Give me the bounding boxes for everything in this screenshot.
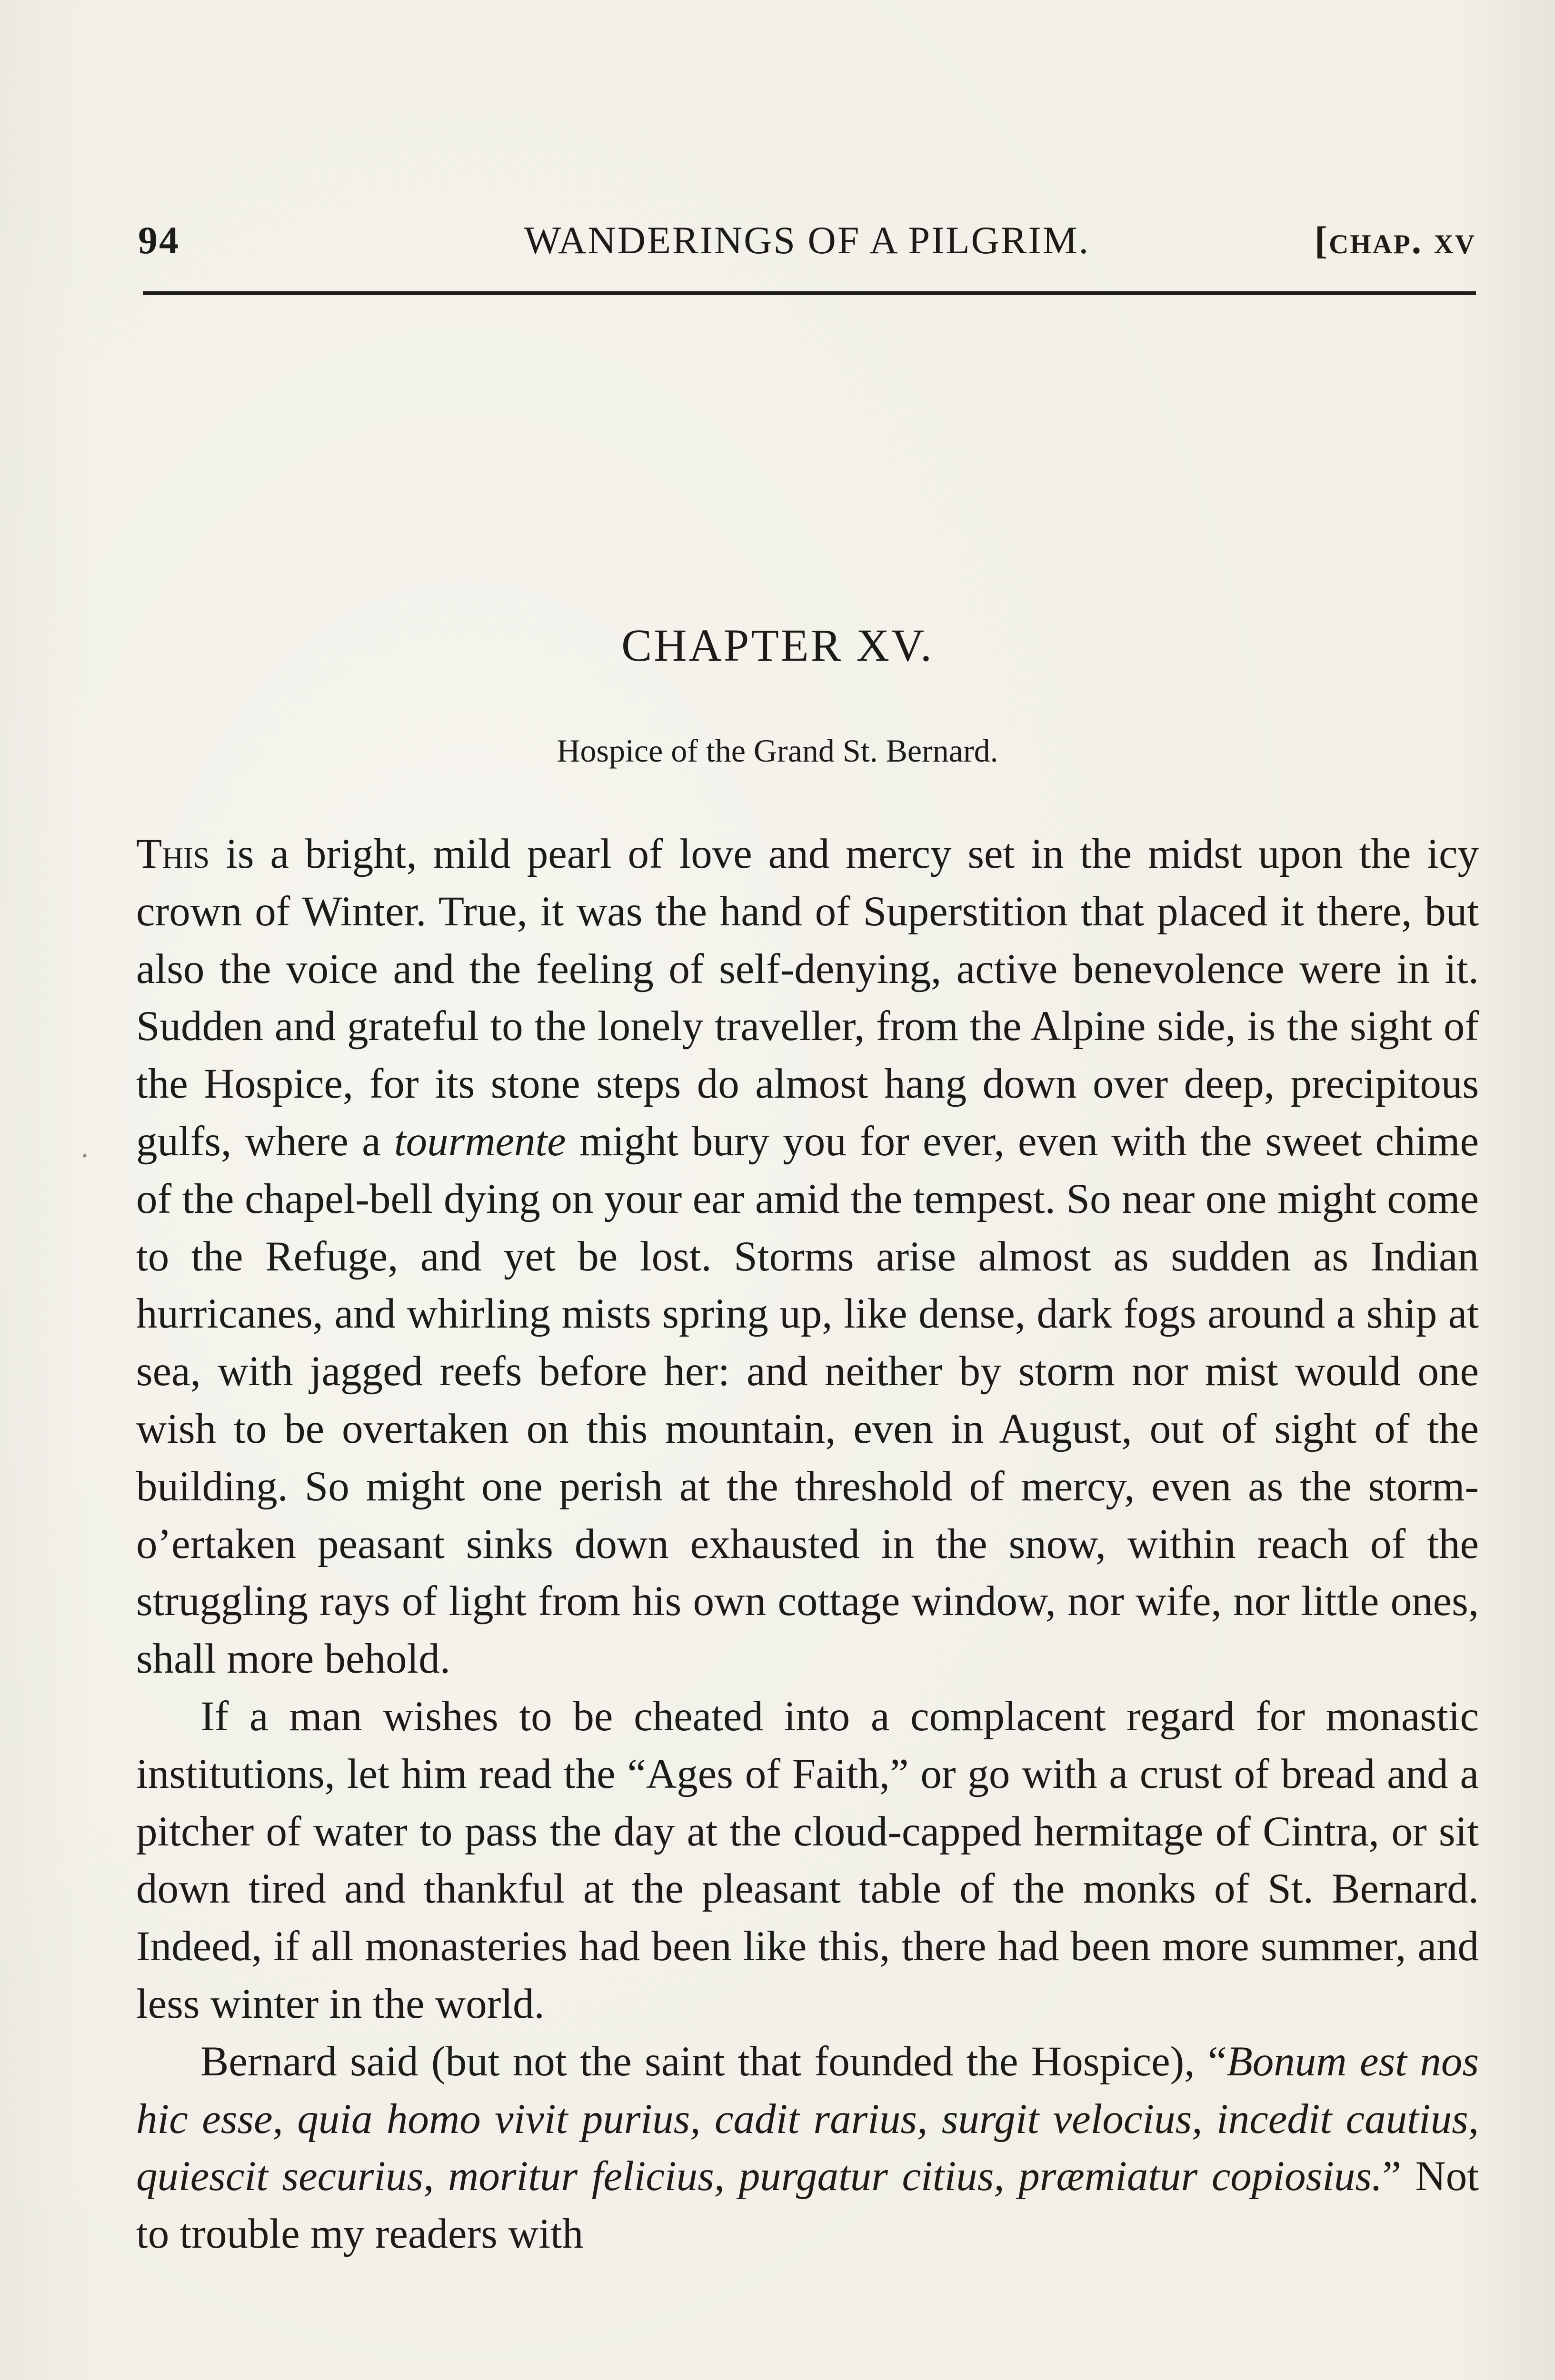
paragraph-2: If a man wishes to be cheated into a complacent regard for monastic institutions, let him read the “Ages of Faith,” or go with a crust of bread and a pitcher of water to pass the day at the cloud-capped hermitage of Cintra, or sit down tired and thankful at the pleasant table of the monks of St. Bernard. Indeed, if all monasteries had been like this, there had been more summer, and less winter in the world.: [136, 1693, 1479, 2027]
paragraph-1: [136, 825, 1479, 1688]
paragraph-1-italic: tourmente: [394, 1118, 566, 1165]
book-title: WANDERINGS OF A PILGRIM.: [524, 218, 1090, 262]
margin-mark: ·: [80, 1140, 90, 1171]
paragraph-1-text-a: is a bright, mild pearl of love and mercy set in the midst upon the icy crown of Winter. True, it was the hand of Superstition that placed it there, but also the voice and the feeling of self-denying, active benevolence were in it. Sudden and grateful to the lonely traveller, from the Alpine side, is the sight of the Hospice, for its stone steps do almost hang down over deep, precipitous gulfs, where a: [136, 831, 1479, 1165]
body-text: [136, 825, 1479, 2263]
header-rule: [143, 291, 1476, 295]
paragraph-3-text-b: ” Not to trouble my readers with: [136, 2153, 1479, 2258]
paragraph-3: [136, 2033, 1479, 2263]
paragraph-1-first-word: This: [136, 831, 210, 877]
chapter-subtitle: Hospice of the Grand St. Bernard.: [557, 733, 998, 769]
paragraph-3-text-a: Bernard said (but not the saint that founded the Hospice), “: [200, 2038, 1227, 2085]
chapter-title: CHAPTER XV.: [621, 620, 934, 671]
page-number: 94: [138, 218, 180, 262]
running-head: [138, 218, 1476, 270]
paragraph-3-latin-quote: Bonum est nos hic esse, quia homo vivit purius, cadit rarius, surgit velocius, incedit cautius, quiescit securius, moritur felicius, purgatur citius, præmiatur copiosius.: [136, 2038, 1479, 2200]
chapter-marker: [chap. xv: [1314, 218, 1476, 262]
paragraph-1-text-b: might bury you for ever, even with the sweet chime of the chapel-bell dying on your ear amid the tempest. So near one might come to the Refuge, and yet be lost. Storms arise almost as sudden as Indian hurricanes, and whirling mists spring up, like dense, dark fogs around a ship at sea, with jagged reefs before her: and neither by storm nor mist would one wish to be overtaken on this mountain, even in August, out of sight of the building. So might one perish at the threshold of mercy, even as the storm-o’ertaken peasant sinks down exhausted in the snow, within reach of the struggling rays of light from his own cottage window, nor wife, nor little ones, shall more behold.: [136, 1118, 1479, 1683]
